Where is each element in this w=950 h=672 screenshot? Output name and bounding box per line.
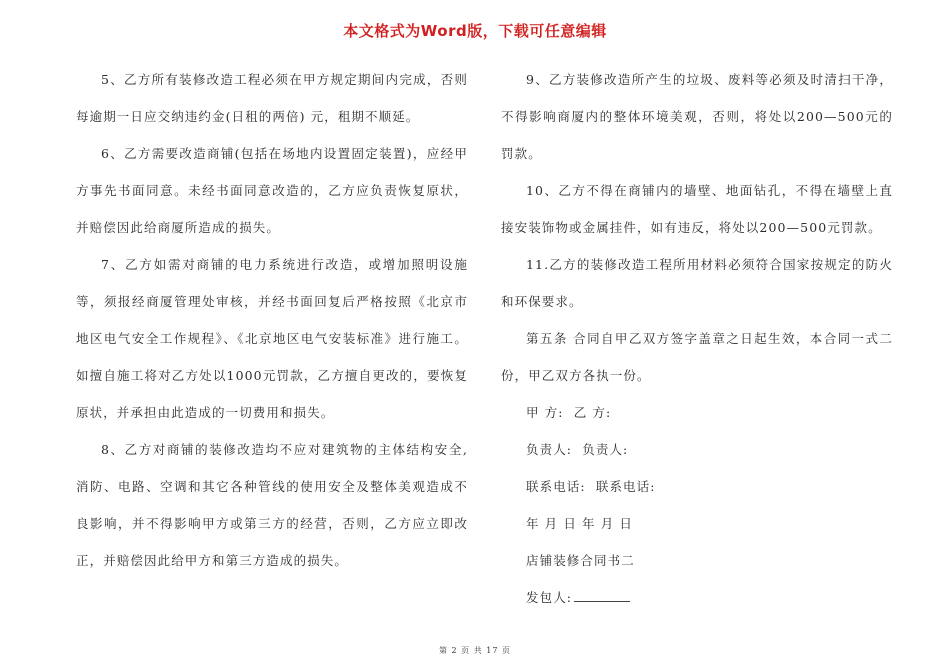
right-text-column	[501, 61, 893, 616]
date-line: 年 月 日 年 月 日	[526, 516, 633, 531]
clause-7: 7、乙方如需对商铺的电力系统进行改造，或增加照明设施等，须报经商厦管理处审核，并经书面回复后严格按照《北京市地区电气安全工作规程》、《北京地区电气安装标准》进行施工。如擅自施工将对乙方处以1000元罚款，乙方擅自更改的，要恢复原状，并承担由此造成的一切费用和损失。	[76, 257, 468, 420]
clause-11: 11.乙方的装修改造工程所用材料必须符合国家按规定的防火和环保要求。	[501, 257, 893, 309]
contractor-line	[501, 579, 893, 616]
left-text-column	[76, 61, 468, 579]
contract-two-title: 店铺装修合同书二	[526, 553, 635, 568]
party-line: 甲 方: 乙 方:	[526, 405, 612, 420]
clause-9: 9、乙方装修改造所产生的垃圾、废料等必须及时清扫干净，不得影响商厦内的整体环境美观，否则，将处以200—500元的罚款。	[501, 72, 893, 161]
document-header-title: 本文格式为Word版，下载可任意编辑	[343, 22, 607, 40]
page-number: 第 2 页 共 17 页	[439, 646, 511, 655]
responsible-person-line: 负责人: 负责人:	[526, 442, 629, 457]
clause-10: 10、乙方不得在商铺内的墙壁、地面钻孔，不得在墙壁上直接安装饰物或金属挂件，如有违反，将处以200—500元罚款。	[501, 183, 893, 235]
contact-phone-line: 联系电话: 联系电话:	[526, 479, 656, 494]
clause-6: 6、乙方需要改造商铺(包括在场地内设置固定装置)，应经甲方事先书面同意。未经书面同意改造的，乙方应负责恢复原状，并赔偿因此给商厦所造成的损失。	[76, 146, 468, 235]
clause-5: 5、乙方所有装修改造工程必须在甲方规定期间内完成，否则每逾期一日应交纳违约金(日租的两倍) 元，租期不顺延。	[76, 72, 468, 124]
clause-8: 8、乙方对商铺的装修改造均不应对建筑物的主体结构安全,消防、电路、空调和其它各种管线的使用安全及整体美观造成不良影响，并不得影响甲方或第三方的经营，否则，乙方应立即改正，并赔偿因此给甲方和第三方造成的损失。	[76, 442, 468, 568]
article-5: 第五条 合同自甲乙双方签字盖章之日起生效，本合同一式二份，甲乙双方各执一份。	[501, 331, 893, 383]
contractor-blank	[574, 585, 630, 602]
contractor-label: 发包人:	[526, 590, 573, 605]
